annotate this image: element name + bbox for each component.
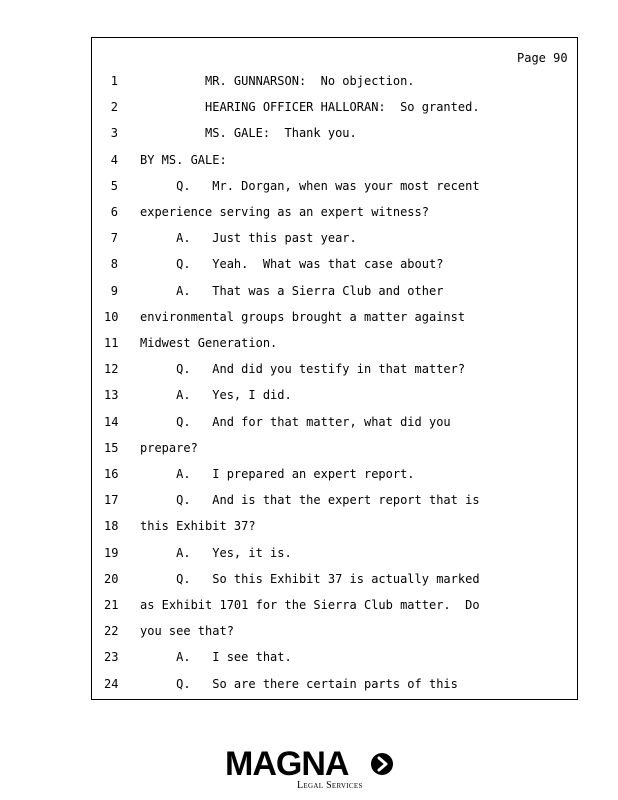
line-text: Q. And did you testify in that matter?: [140, 362, 466, 377]
line-text: A. I see that.: [140, 650, 292, 665]
line-number: 12: [104, 362, 119, 377]
line-text: prepare?: [140, 440, 198, 455]
line-number: 22: [104, 624, 119, 639]
line-number: 1: [110, 74, 118, 88]
logo-wordmark: MAGNA: [225, 745, 349, 783]
line-text: HEARING OFFICER HALLORAN: So granted.: [140, 100, 480, 115]
line-number: 10: [104, 309, 119, 324]
line-number: 5: [110, 178, 118, 193]
line-number: 3: [110, 126, 118, 141]
line-text: Midwest Generation.: [140, 336, 278, 350]
logo-subtitle: Legal Services: [297, 780, 363, 791]
line-number: 14: [104, 414, 119, 429]
line-number: 17: [104, 493, 119, 508]
line-text: A. Yes, I did.: [140, 388, 292, 403]
line-text: this Exhibit 37?: [140, 519, 256, 534]
line-text: you see that?: [140, 624, 234, 639]
line-number: 23: [104, 650, 119, 665]
magna-logo: [225, 744, 395, 794]
arrow-circle-icon: [371, 753, 393, 775]
line-text: Q. Mr. Dorgan, when was your most recent: [140, 178, 480, 193]
line-number: 13: [104, 388, 119, 403]
page-number: Page 90: [517, 51, 568, 65]
line-number: 21: [104, 598, 119, 612]
line-number: 19: [104, 545, 119, 560]
line-number: 4: [110, 152, 118, 167]
line-text: MR. GUNNARSON: No objection.: [140, 74, 415, 88]
line-number: 24: [104, 676, 119, 691]
line-text: as Exhibit 1701 for the Sierra Club matter. Do: [140, 598, 480, 612]
line-text: MS. GALE: Thank you.: [140, 126, 357, 141]
line-text: A. I prepared an expert report.: [140, 467, 415, 481]
line-text: A. Just this past year.: [140, 231, 357, 246]
line-text: Q. And is that the expert report that is: [140, 493, 480, 508]
line-number: 8: [110, 257, 118, 272]
line-text: BY MS. GALE:: [140, 152, 227, 167]
line-text: Q. So are there certain parts of this: [140, 676, 458, 691]
line-number: 11: [104, 336, 119, 350]
line-number: 16: [104, 467, 119, 481]
line-number: 9: [110, 283, 118, 298]
line-number: 20: [104, 571, 119, 586]
line-text: environmental groups brought a matter against: [140, 309, 466, 324]
line-text: A. That was a Sierra Club and other: [140, 283, 444, 298]
line-number: 18: [104, 519, 119, 534]
line-text: A. Yes, it is.: [140, 545, 292, 560]
line-number: 2: [110, 100, 118, 115]
line-text: Q. And for that matter, what did you: [140, 414, 451, 429]
line-text: experience serving as an expert witness?: [140, 205, 429, 219]
line-number: 6: [110, 205, 118, 219]
line-number: 7: [110, 231, 118, 246]
line-number: 15: [104, 440, 119, 455]
line-text: Q. So this Exhibit 37 is actually marked: [140, 571, 480, 586]
line-text: Q. Yeah. What was that case about?: [140, 257, 444, 272]
